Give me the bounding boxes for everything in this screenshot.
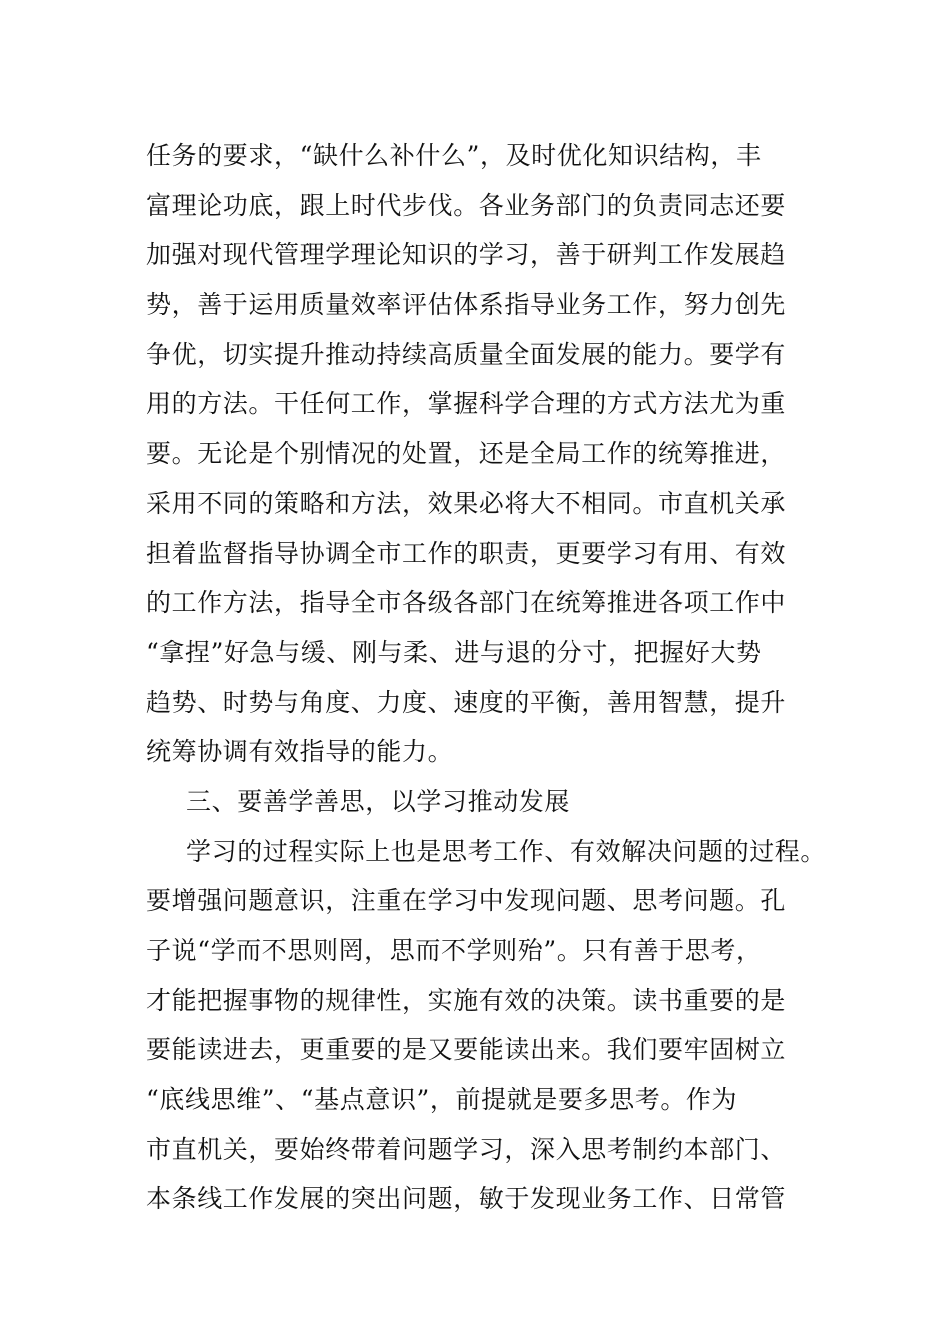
text-line: 才能把握事物的规律性，实施有效的决策。读书重要的是 bbox=[146, 985, 787, 1015]
text-line: “拿捏”好急与缓、刚与柔、进与退的分寸，把握好大势 bbox=[146, 637, 762, 667]
text-line: 采用不同的策略和方法，效果必将大不相同。市直机关承 bbox=[146, 488, 787, 518]
text-line: 任务的要求，“缺什么补什么”，及时优化知识结构，丰 bbox=[146, 141, 762, 170]
text-line: 要。无论是个别情况的处置，还是全局工作的统筹推进， bbox=[146, 439, 787, 469]
text-line: 争优，切实提升推动持续高质量全面发展的能力。要学有 bbox=[146, 339, 787, 369]
text-line: 加强对现代管理学理论知识的学习，善于研判工作发展趋 bbox=[146, 240, 787, 270]
text-line: 要能读进去，更重要的是又要能读出来。我们要牢固树立 bbox=[146, 1035, 787, 1065]
text-line: 担着监督指导协调全市工作的职责，更要学习有用、有效 bbox=[146, 538, 787, 568]
document-body bbox=[146, 131, 846, 1224]
text-line: “底线思维”、“基点意识”，前提就是要多思考。作为 bbox=[146, 1085, 738, 1115]
text-line: 势，善于运用质量效率评估体系指导业务工作，努力创先 bbox=[146, 290, 787, 320]
text-line: 的工作方法，指导全市各级各部门在统筹推进各项工作中 bbox=[146, 588, 787, 618]
text-line: 用的方法。干任何工作，掌握科学合理的方式方法尤为重 bbox=[146, 389, 787, 419]
text-line: 统筹协调有效指导的能力。 bbox=[146, 737, 454, 767]
text-line: 子说“学而不思则罔，思而不学则殆”。只有善于思考， bbox=[146, 936, 762, 965]
text-line: 富理论功底，跟上时代步伐。各业务部门的负责同志还要 bbox=[146, 190, 787, 220]
text-line: 市直机关，要始终带着问题学习，深入思考制约本部门、 bbox=[146, 1134, 787, 1164]
text-line: 趋势、时势与角度、力度、速度的平衡，善用智慧，提升 bbox=[146, 687, 787, 717]
text-line: 学习的过程实际上也是思考工作、有效解决问题的过程。 bbox=[186, 836, 827, 866]
text-line: 要增强问题意识，注重在学习中发现问题、思考问题。孔 bbox=[146, 886, 787, 916]
text-line: 本条线工作发展的突出问题，敏于发现业务工作、日常管 bbox=[146, 1184, 787, 1214]
section-heading: 三、要善学善思，以学习推动发展 bbox=[186, 786, 571, 816]
